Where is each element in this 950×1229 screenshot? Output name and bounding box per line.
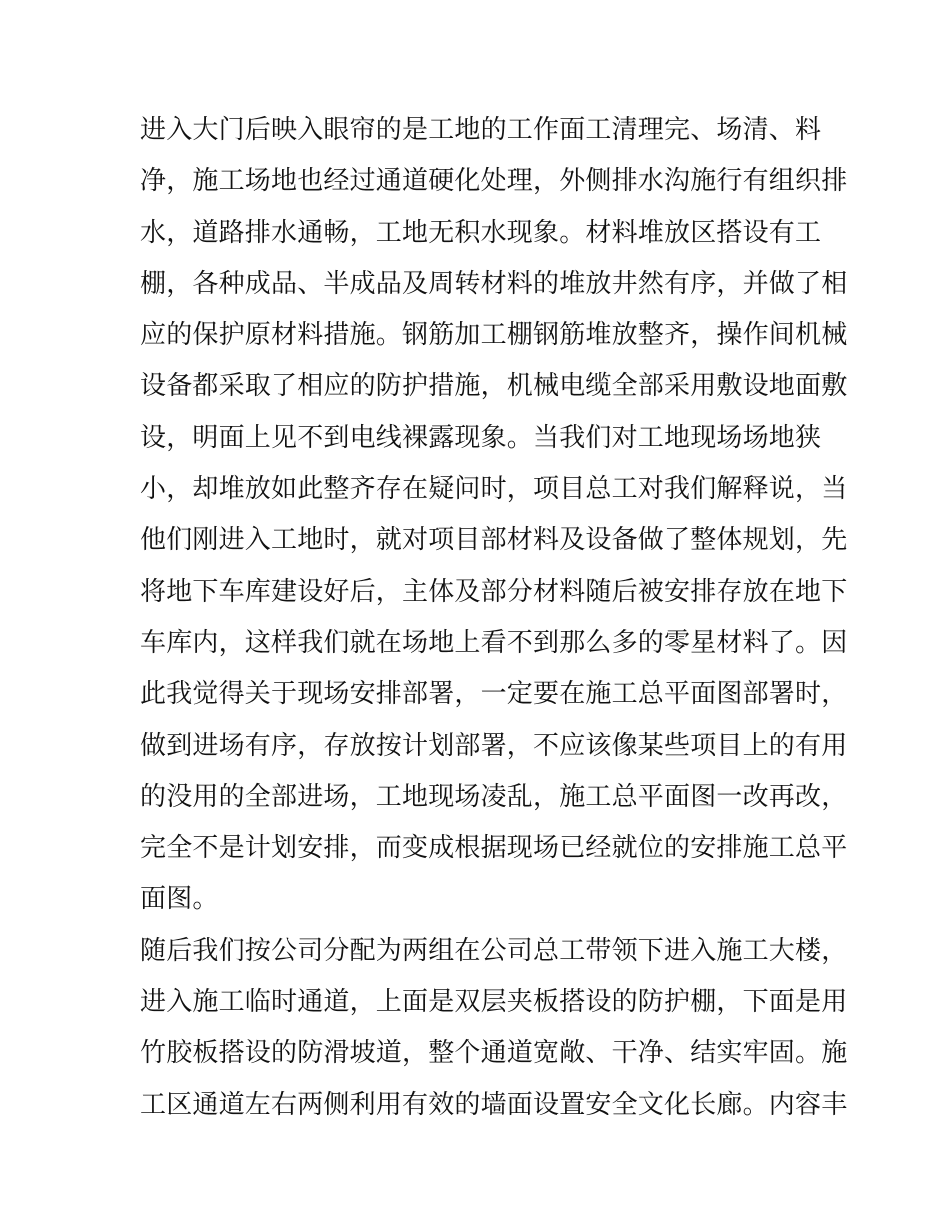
text-line: 车库内，这样我们就在场地上看不到那么多的零星材料了。因 <box>140 627 848 658</box>
text-line: 水，道路排水通畅，工地无积水现象。材料堆放区搭设有工 <box>140 217 822 248</box>
text-line: 应的保护原材料措施。钢筋加工棚钢筋堆放整齐，操作间机械 <box>140 320 848 351</box>
text-line: 面图。 <box>140 884 219 915</box>
text-line: 将地下车库建设好后，主体及部分材料随后被安排存放在地下 <box>140 576 848 607</box>
text-line: 做到进场有序，存放按计划部署，不应该像某些项目上的有用 <box>140 730 848 761</box>
text-line: 净，施工场地也经过通道硬化处理，外侧排水沟施行有组织排 <box>140 166 848 197</box>
text-line: 竹胶板搭设的防滑坡道，整个通道宽敞、干净、结实牢固。施 <box>140 1038 848 1069</box>
text-line: 棚，各种成品、半成品及周转材料的堆放井然有序，并做了相 <box>140 268 848 299</box>
text-line: 进入大门后映入眼帘的是工地的工作面工清理完、场清、料 <box>140 115 822 145</box>
text-line: 小，却堆放如此整齐存在疑问时，项目总工对我们解释说，当 <box>140 474 848 505</box>
text-line: 此我觉得关于现场安排部署，一定要在施工总平面图部署时， <box>140 679 848 710</box>
text-line: 设，明面上见不到电线裸露现象。当我们对工地现场场地狭 <box>140 422 822 453</box>
text-line: 进入施工临时通道，上面是双层夹板搭设的防护棚，下面是用 <box>140 987 848 1018</box>
text-line: 随后我们按公司分配为两组在公司总工带领下进入施工大楼， <box>140 935 848 966</box>
document-body <box>140 105 848 1131</box>
text-line: 工区通道左右两侧利用有效的墙面设置安全文化长廊。内容丰 <box>140 1089 848 1120</box>
text-line: 他们刚进入工地时，就对项目部材料及设备做了整体规划，先 <box>140 525 848 556</box>
text-line: 的没用的全部进场，工地现场凌乱，施工总平面图一改再改， <box>140 781 848 812</box>
text-line: 设备都采取了相应的防护措施，机械电缆全部采用敷设地面敷 <box>140 371 848 402</box>
text-line: 完全不是计划安排，而变成根据现场已经就位的安排施工总平 <box>140 833 848 864</box>
